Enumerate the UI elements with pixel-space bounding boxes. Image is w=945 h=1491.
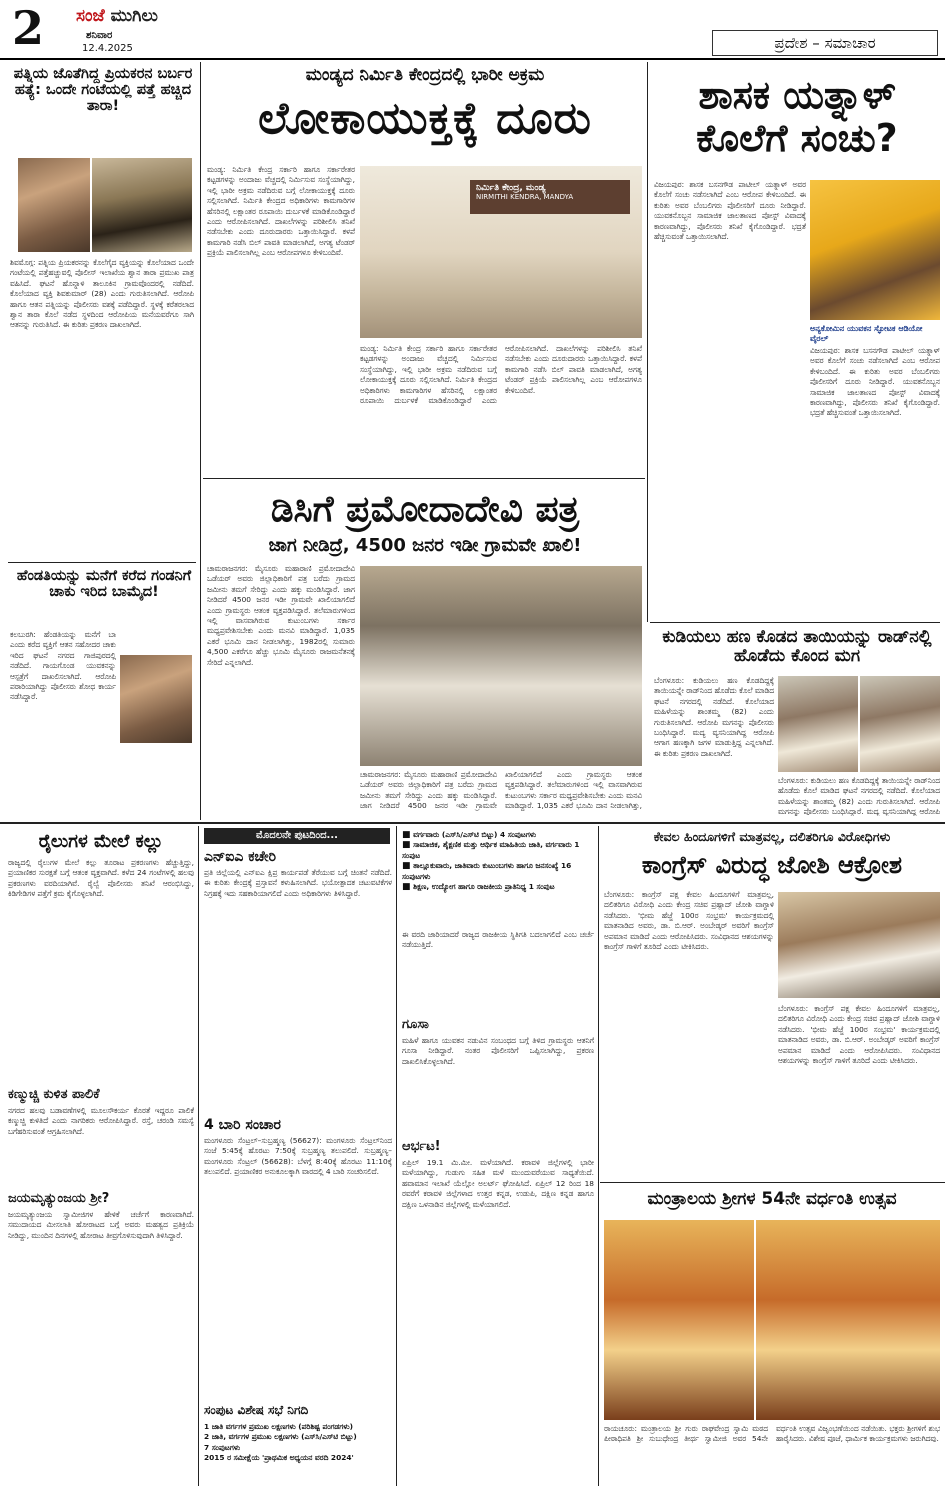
masthead-date: 12.4.2025 — [82, 43, 133, 54]
section-rule — [0, 822, 945, 824]
section-rule — [203, 478, 645, 479]
mantralaya-body: ರಾಯಚೂರು: ಮಂತ್ರಾಲಯ ಶ್ರೀ ಗುರು ರಾಘವೇಂದ್ರ ಸ್ವಾಮಿ ಮಠದ ಪೀಠಾಧಿಪತಿ ಶ್ರೀ ಸುಬುಧೇಂದ್ರ ತೀರ್ಥ ಸ್ವಾಮೀಜಿ ಅವರ 54ನೇ ವರ್ಧಂತಿ ಉತ್ಸವ ವಿಜೃಂಭಣೆಯಿಂದ ನಡೆಯಿತು. ಭಕ್ತರು ಶ್ರೀಗಳಿಗೆ ಶುಭ ಹಾರೈಸಿದರು. ವಿಶೇಷ ಪೂಜೆ, ಧಾರ್ಮಿಕ ಕಾರ್ಯಕ್ರಮಗಳು ಜರುಗಿದವು. — [604, 1424, 940, 1444]
logo-sub: ಮುಗಿಲು — [110, 6, 158, 26]
list-item: 2 ಜಾತಿ, ವರ್ಗಗಳ ಪ್ರಮುಖ ಲಕ್ಷಣಗಳು (ಎಸ್‌ಸಿ/ಎಸ್‌ಟಿ ಬಿಟ್ಟು) — [204, 1432, 357, 1442]
middle-subhead: 4 ಬಾರಿ ಸಂಚಾರ — [204, 1117, 281, 1133]
bullet-icon: ■ — [402, 882, 411, 893]
list-item — [402, 861, 594, 882]
swamiji-photo — [604, 1220, 754, 1420]
list-item-label: ಸಾಮಾಜಿಕ, ಶೈಕ್ಷಣಿಕ ಮತ್ತು ಆರ್ಥಿಕ ಮಾಹಿತಿಯ ಜಾತಿ, ವರ್ಗವಾರು 1 ಸಂಪುಟ — [402, 840, 580, 860]
list-item: 2015 ರ ಸಮೀಕ್ಷೆಯ 'ಪ್ರಾಥಮಿಕ ಅಧ್ಯಯನ ವರದಿ 2024' — [204, 1453, 354, 1463]
column-rule — [198, 826, 199, 1486]
story-divider — [8, 562, 196, 563]
story-headline[interactable]: ಹೆಂಡತಿಯನ್ನು ಮನೆಗೆ ಕರೆದ ಗಂಡನಿಗೆ ಚಾಕು ಇರಿದ ಬಾಮೈದ! — [16, 568, 192, 601]
list-item-label: ವರ್ಗವಾರು (ಎಸ್‌ಸಿ/ಎಸ್‌ಟಿ ಬಿಟ್ಟು) 4 ಸಂಪುಟಗಳು — [413, 830, 537, 839]
dc-headline[interactable]: ಡಿಸಿಗೆ ಪ್ರಮೋದಾದೇವಿ ಪತ್ರ — [270, 489, 580, 530]
lead-body: ಮಂಡ್ಯ: ನಿರ್ಮಿತಿ ಕೇಂದ್ರ ಸರ್ಕಾರಿ ಹಾಗೂ ಸರ್ಕಾರೇತರ ಕಟ್ಟಡಗಳನ್ನು ಅಂದಾಜು ವೆಚ್ಚದಲ್ಲಿ ನಿರ್ಮಿಸುವ ಸಂಸ್ಥೆಯಾಗಿದ್ದು, ಇಲ್ಲಿ ಭಾರೀ ಅಕ್ರಮ ನಡೆದಿರುವ ಬಗ್ಗೆ ಲೋಕಾಯುಕ್ತಕ್ಕೆ ದೂರು ಸಲ್ಲಿಸಲಾಗಿದೆ. ನಿರ್ಮಿತಿ ಕೇಂದ್ರದ ಅಧಿಕಾರಿಗಳು ಕಾಮಗಾರಿಗಳ ಹೆಸರಿನಲ್ಲಿ ಲಕ್ಷಾಂತರ ರೂಪಾಯಿ ದುರ್ಬಳಕೆ ಮಾಡಿಕೊಂಡಿದ್ದಾರೆ ಎಂದು ಆರೋಪಿಸಲಾಗಿದೆ. ದಾಖಲೆಗಳನ್ನು ಪರಿಶೀಲಿಸಿ ತನಿಖೆ ನಡೆಸಬೇಕು ಎಂದು ದೂರುದಾರರು ಒತ್ತಾಯಿಸಿದ್ದಾರೆ. ಕಳಪೆ ಕಾಮಗಾರಿ ನಡೆಸಿ ಬಿಲ್ ಪಾವತಿ ಮಾಡಲಾಗಿದೆ, ಅಗತ್ಯ ಟೆಂಡರ್ ಪ್ರಕ್ರಿಯೆ ಪಾಲಿಸಲಾಗಿಲ್ಲ ಎಂಬ ಆರೋಪಗಳೂ ಕೇಳಿಬಂದಿವೆ. — [207, 165, 355, 258]
list-item — [402, 840, 594, 861]
story-body: ಶಿವಮೊಗ್ಗ: ಪತ್ನಿಯ ಪ್ರಿಯಕರನನ್ನು ಕೊಲೆಗೈದ ವ್ಯಕ್ತಿಯನ್ನು ಕೊಲೆಯಾದ ಒಂದೇ ಗಂಟೆಯಲ್ಲಿ ಪತ್ತೆಹಚ್ಚುವಲ್ಲಿ ಪೊಲೀಸ್ ಇಲಾಖೆಯ ಶ್ವಾನ ತಾರಾ ಪ್ರಮುಖ ಪಾತ್ರ ವಹಿಸಿದೆ. ಘಟನೆ ಹೊನ್ನಾಳಿ ತಾಲೂಕಿನ ಗ್ರಾಮವೊಂದರಲ್ಲಿ ನಡೆದಿದೆ. ಕೊಲೆಯಾದ ವ್ಯಕ್ತಿ ಶಿವಕುಮಾರ್ (28) ಎಂದು ಗುರುತಿಸಲಾಗಿದೆ. ಆರೋಪಿ ಹಾಗೂ ಆತನ ಪತ್ನಿಯನ್ನು ಪೊಲೀಸರು ವಶಕ್ಕೆ ಪಡೆದಿದ್ದಾರೆ. ಸ್ಥಳಕ್ಕೆ ಕರೆತರಲಾದ ಶ್ವಾನ ತಾರಾ ಕೊಲೆ ನಡೆದ ಸ್ಥಳದಿಂದ ಆರೋಪಿಯ ಮನೆಯವರೆಗೂ ಸಾಗಿ ಆತನನ್ನು ಗುರುತಿಸಿದೆ. ಈ ಕುರಿತು ಪ್ರಕರಣ ದಾಖಲಾಗಿದೆ. — [10, 258, 194, 330]
rail-subhead: ಜಯಮೃತ್ಯುಂಜಯ ಶ್ರೀ? — [8, 1191, 110, 1206]
dc-subhead: ಜಾಗ ನೀಡಿದ್ರೆ, 4500 ಜನರ ಇಡೀ ಗ್ರಾಮವೇ ಖಾಲಿ! — [268, 535, 582, 556]
rail-body: ರಾಜ್ಯದಲ್ಲಿ ರೈಲುಗಳ ಮೇಲೆ ಕಲ್ಲು ತೂರಾಟ ಪ್ರಕರಣಗಳು ಹೆಚ್ಚುತ್ತಿದ್ದು, ಪ್ರಯಾಣಿಕರ ಸುರಕ್ಷತೆ ಬಗ್ಗೆ ಆತಂಕ ವ್ಯಕ್ತವಾಗಿದೆ. ಕಳೆದ 24 ಗಂಟೆಗಳಲ್ಲಿ ಹಲವು ಪ್ರಕರಣಗಳು ವರದಿಯಾಗಿವೆ. ರೈಲ್ವೆ ಪೊಲೀಸರು ತನಿಖೆ ಆರಂಭಿಸಿದ್ದು, ಕಿಡಿಗೇಡಿಗಳ ಪತ್ತೆಗೆ ಕ್ರಮ ಕೈಗೊಳ್ಳಲಾಗಿದೆ. — [8, 858, 194, 899]
list-item-label: ಶಿಕ್ಷಣ, ಉದ್ಯೋಗ ಹಾಗೂ ರಾಜಕೀಯ ಪ್ರಾತಿನಿಧ್ಯ 1 ಸಂಪುಟ — [413, 882, 555, 892]
mother-photo — [860, 676, 940, 772]
sign-text-en: NIRMITHI KENDRA, MANDYA — [476, 193, 574, 201]
joshi-headline[interactable]: ಕಾಂಗ್ರೆಸ್ ವಿರುದ್ಧ ಜೋಶಿ ಆಕ್ರೋಶ — [641, 851, 903, 879]
report-body: ಈ ವರದಿ ಜಾರಿಯಾದರೆ ರಾಜ್ಯದ ರಾಜಕೀಯ ಸ್ಥಿತಿಗತಿ ಬದಲಾಗಲಿದೆ ಎಂಬ ಚರ್ಚೆ ನಡೆಯುತ್ತಿದೆ. — [402, 930, 594, 950]
building-sign — [470, 180, 630, 214]
section-label: ಪ್ರದೇಶ – ಸಮಾಚಾರ — [712, 30, 938, 56]
son-photo — [778, 676, 858, 772]
bullet-icon: ■ — [402, 861, 411, 872]
list-item — [402, 882, 594, 892]
villagers-photo — [360, 566, 642, 766]
rail-headline[interactable]: ರೈಲುಗಳ ಮೇಲೆ ಕಲ್ಲು — [38, 831, 164, 852]
sign-text: ನಿರ್ಮಿತಿ ಕೇಂದ್ರ, ಮಂಡ್ಯ — [476, 183, 546, 193]
yatnal-body-continued: ವಿಜಯಪುರ: ಶಾಸಕ ಬಸನಗೌಡ ಪಾಟೀಲ್ ಯತ್ನಾಳ್ ಅವರ ಕೊಲೆಗೆ ಸಂಚು ನಡೆಸಲಾಗಿದೆ ಎಂಬ ಆರೋಪ ಕೇಳಿಬಂದಿದೆ. ಈ ಕುರಿತು ಅವರ ಬೆಂಬಲಿಗರು ಪೊಲೀಸರಿಗೆ ದೂರು ನೀಡಿದ್ದಾರೆ. ಯುವಕನೊಬ್ಬನ ಸಾಮಾಜಿಕ ಜಾಲತಾಣದ ಪೋಸ್ಟ್ ವಿವಾದಕ್ಕೆ ಕಾರಣವಾಗಿದ್ದು, ಪೊಲೀಸರು ತನಿಖೆ ಕೈಗೊಂಡಿದ್ದಾರೆ. ಭದ್ರತೆ ಹೆಚ್ಚಿಸುವಂತೆ ಒತ್ತಾಯಿಸಲಾಗಿದೆ. — [810, 346, 940, 418]
column-rule — [598, 826, 599, 1486]
mother-body: ಬೆಂಗಳೂರು: ಕುಡಿಯಲು ಹಣ ಕೊಡದಿದ್ದಕ್ಕೆ ತಾಯಿಯನ್ನೇ ರಾಡ್‌ನಿಂದ ಹೊಡೆದು ಕೊಲೆ ಮಾಡಿದ ಘಟನೆ ನಗರದಲ್ಲಿ ನಡೆದಿದೆ. ಕೊಲೆಯಾದ ಮಹಿಳೆಯನ್ನು ಶಾಂತಮ್ಮ (82) ಎಂದು ಗುರುತಿಸಲಾಗಿದೆ. ಆರೋಪಿ ಮಗನನ್ನು ಪೊಲೀಸರು ಬಂಧಿಸಿದ್ದಾರೆ. ಮದ್ಯ ವ್ಯಸನಿಯಾಗಿದ್ದ ಆರೋಪಿ ಆಗಾಗ ಹಣಕ್ಕಾಗಿ ಜಗಳ ಮಾಡುತ್ತಿದ್ದ ಎನ್ನಲಾಗಿದೆ. ಈ ಕುರಿತು ಪ್ರಕರಣ ದಾಖಲಾಗಿದೆ. — [654, 676, 774, 758]
vardhanti-celebration-photo — [756, 1220, 940, 1420]
section-rule — [600, 1182, 945, 1183]
rail-sub-body: ನಗರದ ಹಲವು ಬಡಾವಣೆಗಳಲ್ಲಿ ಮೂಲಸೌಕರ್ಯ ಕೊರತೆ ಇದ್ದರೂ ಪಾಲಿಕೆ ಕಣ್ಮುಚ್ಚಿ ಕುಳಿತಿದೆ ಎಂದು ನಾಗರಿಕರು ಆರೋಪಿಸಿದ್ದಾರೆ. ರಸ್ತೆ, ಚರಂಡಿ ಸಮಸ್ಯೆ ಬಗೆಹರಿಸುವಂತೆ ಆಗ್ರಹಿಸಲಾಗಿದೆ. — [8, 1106, 194, 1136]
cabinet-list — [204, 1422, 392, 1464]
middle-subhead: ಸಂಪುಟ ವಿಶೇಷ ಸಭೆ ನಿಗದಿ — [204, 1403, 309, 1417]
joshi-body: ಬೆಂಗಳೂರು: ಕಾಂಗ್ರೆಸ್ ಪಕ್ಷ ಕೇವಲ ಹಿಂದೂಗಳಿಗೆ ಮಾತ್ರವಲ್ಲ, ದಲಿತರಿಗೂ ವಿರೋಧಿ ಎಂದು ಕೇಂದ್ರ ಸಚಿವ ಪ್ರಹ್ಲಾದ್ ಜೋಶಿ ವಾಗ್ದಾಳಿ ನಡೆಸಿದರು. 'ಭೀಮ ಹೆಜ್ಜೆ 100ರ ಸಂಭ್ರಮ' ಕಾರ್ಯಕ್ರಮದಲ್ಲಿ ಮಾತನಾಡಿದ ಅವರು, ಡಾ. ಬಿ.ಆರ್. ಅಂಬೇಡ್ಕರ್ ಅವರಿಗೆ ಕಾಂಗ್ರೆಸ್ ಅಪಮಾನ ಮಾಡಿದೆ ಎಂದು ಆರೋಪಿಸಿದರು. ಸಂವಿಧಾನದ ಆಶಯಗಳನ್ನು ಕಾಂಗ್ರೆಸ್ ಗಾಳಿಗೆ ತೂರಿದೆ ಎಂದು ಟೀಕಿಸಿದರು. — [604, 890, 774, 952]
middle-subhead: ಎನ್‌ಐಎ ಕಚೇರಿ — [204, 849, 277, 865]
continued-band: ಮೊದಲನೇ ಪುಟದಿಂದ... — [204, 828, 390, 844]
list-item — [402, 830, 594, 840]
mantralaya-headline[interactable]: ಮಂತ್ರಾಲಯ ಶ್ರೀಗಳ 54ನೇ ವರ್ಧಂತಿ ಉತ್ಸವ — [647, 1189, 897, 1209]
bullet-icon: ■ — [402, 840, 411, 851]
joshi-kicker: ಕೇವಲ ಹಿಂದೂಗಳಿಗೆ ಮಾತ್ರವಲ್ಲ, ದಲಿತರಿಗೂ ವಿರೋಧಿಗಳು — [653, 829, 891, 844]
joshi-body-continued: ಬೆಂಗಳೂರು: ಕಾಂಗ್ರೆಸ್ ಪಕ್ಷ ಕೇವಲ ಹಿಂದೂಗಳಿಗೆ ಮಾತ್ರವಲ್ಲ, ದಲಿತರಿಗೂ ವಿರೋಧಿ ಎಂದು ಕೇಂದ್ರ ಸಚಿವ ಪ್ರಹ್ಲಾದ್ ಜೋಶಿ ವಾಗ್ದಾಳಿ ನಡೆಸಿದರು. 'ಭೀಮ ಹೆಜ್ಜೆ 100ರ ಸಂಭ್ರಮ' ಕಾರ್ಯಕ್ರಮದಲ್ಲಿ ಮಾತನಾಡಿದ ಅವರು, ಡಾ. ಬಿ.ಆರ್. ಅಂಬೇಡ್ಕರ್ ಅವರಿಗೆ ಕಾಂಗ್ರೆಸ್ ಅಪಮಾನ ಮಾಡಿದೆ ಎಂದು ಆರೋಪಿಸಿದರು. ಸಂವಿಧಾನದ ಆಶಯಗಳನ್ನು ಕಾಂಗ್ರೆಸ್ ಗಾಳಿಗೆ ತೂರಿದೆ ಎಂದು ಟೀಕಿಸಿದರು. — [778, 1004, 940, 1066]
rail-subhead: ಕಣ್ಮುಚ್ಚಿ ಕುಳಿತ ಪಾಲಿಕೆ — [8, 1087, 100, 1102]
lead-headline[interactable]: ಲೋಕಾಯುಕ್ತಕ್ಕೆ ದೂರು — [258, 93, 592, 144]
mla-photo — [810, 180, 940, 320]
section-rule — [650, 622, 940, 623]
nirmithi-kendra-photo — [360, 166, 642, 338]
masthead-day: ಶನಿವಾರ — [86, 30, 113, 41]
photo-caption: ಅನ್ಯಕೋಮಿನ ಯುವಕನ ಸ್ಫೋಟಕ ಆಡಿಯೋ ವೈರಲ್ — [810, 324, 923, 343]
story-headline[interactable]: ಪತ್ನಿಯ ಜೊತೆಗಿದ್ದ ಪ್ರಿಯಕರನ ಬರ್ಬರ ಹತ್ಯೆ: ಒಂದೇ ಗಂಟೆಯಲ್ಲಿ ಪತ್ತೆ ಹಚ್ಚಿದ ತಾರಾ! — [13, 66, 193, 115]
police-dog-photo — [92, 158, 192, 252]
middle-body: ಪ್ರತಿ ಜಿಲ್ಲೆಯಲ್ಲಿ ಎನ್‌ಐಎ ಕ್ಷಿಪ್ರ ಕಾರ್ಯಪಡೆ ತೆರೆಯುವ ಬಗ್ಗೆ ಚಿಂತನೆ ನಡೆದಿದೆ. ಈ ಕುರಿತು ಕೇಂದ್ರಕ್ಕೆ ಪ್ರಸ್ತಾವನೆ ಕಳುಹಿಸಲಾಗಿದೆ. ಭಯೋತ್ಪಾದಕ ಚಟುವಟಿಕೆಗಳ ನಿಗ್ರಹಕ್ಕೆ ಇದು ಸಹಕಾರಿಯಾಗಲಿದೆ ಎಂದು ಅಧಿಕಾರಿಗಳು ತಿಳಿಸಿದ್ದಾರೆ. — [204, 868, 392, 898]
masthead-rule — [0, 58, 945, 60]
dc-body-continued: ಚಾಮರಾಜನಗರ: ಮೈಸೂರು ಮಹಾರಾಣಿ ಪ್ರಮೋದಾದೇವಿ ಒಡೆಯರ್ ಅವರು ಜಿಲ್ಲಾಧಿಕಾರಿಗೆ ಪತ್ರ ಬರೆದು ಗ್ರಾಮದ ಜಮೀನು ತಮಗೆ ಸೇರಿದ್ದು ಎಂದು ಹಕ್ಕು ಮಂಡಿಸಿದ್ದಾರೆ. ಜಾಗ ನೀಡಿದರೆ 4500 ಜನರ ಇಡೀ ಗ್ರಾಮವೇ ಖಾಲಿಯಾಗಲಿದೆ ಎಂದು ಗ್ರಾಮಸ್ಥರು ಆತಂಕ ವ್ಯಕ್ತಪಡಿಸಿದ್ದಾರೆ. ತಲೆಮಾರುಗಳಿಂದ ಇಲ್ಲಿ ವಾಸವಾಗಿರುವ ಕುಟುಂಬಗಳು ಸರ್ಕಾರ ಮಧ್ಯಪ್ರವೇಶಿಸಬೇಕು ಎಂದು ಮನವಿ ಮಾಡಿದ್ದಾರೆ. 1,035 ಎಕರೆ ಭೂಮಿ ದಾನ ನೀಡಲಾಗಿತ್ತು, — [360, 770, 642, 811]
middle-right-subhead: ಆರ್ಭಟ! — [402, 1139, 441, 1154]
joshi-event-photo — [778, 892, 940, 998]
middle-right-subhead: ಗೂಸಾ — [402, 1017, 429, 1032]
lead-body-continued: ಮಂಡ್ಯ: ನಿರ್ಮಿತಿ ಕೇಂದ್ರ ಸರ್ಕಾರಿ ಹಾಗೂ ಸರ್ಕಾರೇತರ ಕಟ್ಟಡಗಳನ್ನು ಅಂದಾಜು ವೆಚ್ಚದಲ್ಲಿ ನಿರ್ಮಿಸುವ ಸಂಸ್ಥೆಯಾಗಿದ್ದು, ಇಲ್ಲಿ ಭಾರೀ ಅಕ್ರಮ ನಡೆದಿರುವ ಬಗ್ಗೆ ಲೋಕಾಯುಕ್ತಕ್ಕೆ ದೂರು ಸಲ್ಲಿಸಲಾಗಿದೆ. ನಿರ್ಮಿತಿ ಕೇಂದ್ರದ ಅಧಿಕಾರಿಗಳು ಕಾಮಗಾರಿಗಳ ಹೆಸರಿನಲ್ಲಿ ಲಕ್ಷಾಂತರ ರೂಪಾಯಿ ದುರ್ಬಳಕೆ ಮಾಡಿಕೊಂಡಿದ್ದಾರೆ ಎಂದು ಆರೋಪಿಸಲಾಗಿದೆ. ದಾಖಲೆಗಳನ್ನು ಪರಿಶೀಲಿಸಿ ತನಿಖೆ ನಡೆಸಬೇಕು ಎಂದು ದೂರುದಾರರು ಒತ್ತಾಯಿಸಿದ್ದಾರೆ. ಕಳಪೆ ಕಾಮಗಾರಿ ನಡೆಸಿ ಬಿಲ್ ಪಾವತಿ ಮಾಡಲಾಗಿದೆ, ಅಗತ್ಯ ಟೆಂಡರ್ ಪ್ರಕ್ರಿಯೆ ಪಾಲಿಸಲಾಗಿಲ್ಲ ಎಂಬ ಆರೋಪಗಳೂ ಕೇಳಿಬಂದಿವೆ. — [360, 344, 642, 406]
yatnal-headline[interactable]: ಶಾಸಕ ಯತ್ನಾಳ್ ಕೊಲೆಗೆ ಸಂಚು? — [696, 73, 898, 160]
report-list — [402, 830, 594, 892]
yatnal-body: ವಿಜಯಪುರ: ಶಾಸಕ ಬಸನಗೌಡ ಪಾಟೀಲ್ ಯತ್ನಾಳ್ ಅವರ ಕೊಲೆಗೆ ಸಂಚು ನಡೆಸಲಾಗಿದೆ ಎಂಬ ಆರೋಪ ಕೇಳಿಬಂದಿದೆ. ಈ ಕುರಿತು ಅವರ ಬೆಂಬಲಿಗರು ಪೊಲೀಸರಿಗೆ ದೂರು ನೀಡಿದ್ದಾರೆ. ಯುವಕನೊಬ್ಬನ ಸಾಮಾಜಿಕ ಜಾಲತಾಣದ ಪೋಸ್ಟ್ ವಿವಾದಕ್ಕೆ ಕಾರಣವಾಗಿದ್ದು, ಪೊಲೀಸರು ತನಿಖೆ ಕೈಗೊಂಡಿದ್ದಾರೆ. ಭದ್ರತೆ ಹೆಚ್ಚಿಸುವಂತೆ ಒತ್ತಾಯಿಸಲಾಗಿದೆ. — [654, 180, 806, 242]
dc-body: ಚಾಮರಾಜನಗರ: ಮೈಸೂರು ಮಹಾರಾಣಿ ಪ್ರಮೋದಾದೇವಿ ಒಡೆಯರ್ ಅವರು ಜಿಲ್ಲಾಧಿಕಾರಿಗೆ ಪತ್ರ ಬರೆದು ಗ್ರಾಮದ ಜಮೀನು ತಮಗೆ ಸೇರಿದ್ದು ಎಂದು ಹಕ್ಕು ಮಂಡಿಸಿದ್ದಾರೆ. ಜಾಗ ನೀಡಿದರೆ 4500 ಜನರ ಇಡೀ ಗ್ರಾಮವೇ ಖಾಲಿಯಾಗಲಿದೆ ಎಂದು ಗ್ರಾಮಸ್ಥರು ಆತಂಕ ವ್ಯಕ್ತಪಡಿಸಿದ್ದಾರೆ. ತಲೆಮಾರುಗಳಿಂದ ಇಲ್ಲಿ ವಾಸವಾಗಿರುವ ಕುಟುಂಬಗಳು ಸರ್ಕಾರ ಮಧ್ಯಪ್ರವೇಶಿಸಬೇಕು ಎಂದು ಮನವಿ ಮಾಡಿದ್ದಾರೆ. 1,035 ಎಕರೆ ಭೂಮಿ ದಾನ ನೀಡಲಾಗಿತ್ತು, 1982ರಲ್ಲಿ ಸುಮಾರು 4,500 ಎಕರೆಗೂ ಹೆಚ್ಚು ಭೂಮಿ ಮೈಸೂರು ರಾಜಮನೆತನಕ್ಕೆ ಸೇರಿದೆ ಎನ್ನಲಾಗಿದೆ. — [207, 564, 355, 667]
list-item: 7 ಸಂಪುಟಗಳು — [204, 1442, 241, 1452]
mother-body-continued: ಬೆಂಗಳೂರು: ಕುಡಿಯಲು ಹಣ ಕೊಡದಿದ್ದಕ್ಕೆ ತಾಯಿಯನ್ನೇ ರಾಡ್‌ನಿಂದ ಹೊಡೆದು ಕೊಲೆ ಮಾಡಿದ ಘಟನೆ ನಗರದಲ್ಲಿ ನಡೆದಿದೆ. ಕೊಲೆಯಾದ ಮಹಿಳೆಯನ್ನು ಶಾಂತಮ್ಮ (82) ಎಂದು ಗುರುತಿಸಲಾಗಿದೆ. ಆರೋಪಿ ಮಗನನ್ನು ಪೊಲೀಸರು ಬಂಧಿಸಿದ್ದಾರೆ. ಮದ್ಯ ವ್ಯಸನಿಯಾಗಿದ್ದ ಆರೋಪಿ — [778, 776, 940, 816]
logo-main: ಸಂಜೆ — [76, 6, 105, 26]
page-number: 2 — [12, 1, 45, 55]
column-rule — [647, 62, 648, 622]
story-body: ಕಲಬುರಗಿ: ಹೆಂಡತಿಯನ್ನು ಮನೆಗೆ ಬಾ ಎಂದು ಕರೆದ ವ್ಯಕ್ತಿಗೆ ಆತನ ಸಹೋದರ ಚಾಕು ಇರಿದ ಘಟನೆ ನಗರದ ಗಾಜಿಪುರದಲ್ಲಿ ನಡೆದಿದೆ. ಗಾಯಗೊಂಡ ಯುವಕನನ್ನು ಆಸ್ಪತ್ರೆಗೆ ದಾಖಲಿಸಲಾಗಿದೆ. ಆರೋಪಿ ಪರಾರಿಯಾಗಿದ್ದು ಪೊಲೀಸರು ಶೋಧ ಕಾರ್ಯ ನಡೆಸಿದ್ದಾರೆ. — [10, 630, 116, 702]
accused-photo — [120, 655, 192, 743]
list-item: 1 ಜಾತಿ ವರ್ಗಗಳ ಪ್ರಮುಖ ಲಕ್ಷಣಗಳು (ಪರಿಶಿಷ್ಟ ಪಂಗಡಗಳು) — [204, 1422, 353, 1431]
mother-headline[interactable]: ಕುಡಿಯಲು ಹಣ ಕೊಡದ ತಾಯಿಯನ್ನು ರಾಡ್‌ನಲ್ಲಿ ಹೊಡೆದು ಕೊಂದ ಮಗ — [662, 627, 932, 667]
column-rule — [396, 826, 397, 1486]
suspect-photo — [18, 158, 90, 252]
bullet-icon: ■ — [402, 830, 411, 840]
middle-body: ಮಂಗಳೂರು ಸೆಂಟ್ರಲ್–ಸುಬ್ರಹ್ಮಣ್ಯ (56627): ಮಂಗಳೂರು ಸೆಂಟ್ರಲ್‌ನಿಂದ ಸಂಜೆ 5:45ಕ್ಕೆ ಹೊರಟು 7:50ಕ್ಕೆ ಸುಬ್ರಹ್ಮಣ್ಯ ತಲುಪಲಿದೆ. ಸುಬ್ರಹ್ಮಣ್ಯ–ಮಂಗಳೂರು ಸೆಂಟ್ರಲ್ (56628): ಬೆಳಗ್ಗೆ 8:40ಕ್ಕೆ ಹೊರಟು 11:10ಕ್ಕೆ ತಲುಪಲಿದೆ. ಪ್ರಯಾಣಿಕರ ಅನುಕೂಲಕ್ಕಾಗಿ ವಾರದಲ್ಲಿ 4 ಬಾರಿ ಸಂಚರಿಸಲಿದೆ. — [204, 1136, 392, 1177]
list-item-label: ತಾಲ್ಲೂಕುವಾರು, ಜಾತಿವಾರು ಕುಟುಂಬಗಳು ಹಾಗೂ ಜನಸಂಖ್ಯೆ 16 ಸಂಪುಟಗಳು — [402, 861, 572, 881]
newspaper-logo — [76, 6, 158, 26]
rail-sub-body: ಜಯಮೃತ್ಯುಂಜಯ ಸ್ವಾಮೀಜಿಗಳ ಹೇಳಿಕೆ ಚರ್ಚೆಗೆ ಕಾರಣವಾಗಿದೆ. ಸಮುದಾಯದ ಮೀಸಲಾತಿ ಹೋರಾಟದ ಬಗ್ಗೆ ಅವರು ಮಹತ್ವದ ಪ್ರತಿಕ್ರಿಯೆ ನೀಡಿದ್ದು, ಮುಂದಿನ ದಿನಗಳಲ್ಲಿ ಹೋರಾಟ ತೀವ್ರಗೊಳಿಸುವುದಾಗಿ ತಿಳಿಸಿದ್ದಾರೆ. — [8, 1210, 194, 1240]
lead-kicker: ಮಂಡ್ಯದ ನಿರ್ಮಿತಿ ಕೇಂದ್ರದಲ್ಲಿ ಭಾರೀ ಅಕ್ರಮ — [305, 65, 545, 85]
middle-right-body: ಮಹಿಳೆ ಹಾಗೂ ಯುವಕನ ನಡುವಿನ ಸಂಬಂಧದ ಬಗ್ಗೆ ತಿಳಿದ ಗ್ರಾಮಸ್ಥರು ಆತನಿಗೆ ಗೂಸಾ ನೀಡಿದ್ದಾರೆ. ನಂತರ ಪೊಲೀಸರಿಗೆ ಒಪ್ಪಿಸಲಾಗಿದ್ದು, ಪ್ರಕರಣ ದಾಖಲಿಸಿಕೊಳ್ಳಲಾಗಿದೆ. — [402, 1036, 594, 1066]
middle-right-body: ಏಪ್ರಿಲ್ 19.1 ಮಿ.ಮೀ. ಮಳೆಯಾಗಿದೆ. ಕರಾವಳಿ ಜಿಲ್ಲೆಗಳಲ್ಲಿ ಭಾರೀ ಮಳೆಯಾಗಿದ್ದು, ಗುಡುಗು ಸಹಿತ ಮಳೆ ಮುಂದುವರೆಯುವ ಸಾಧ್ಯತೆಯಿದೆ. ಹವಾಮಾನ ಇಲಾಖೆ ಯೆಲ್ಲೋ ಅಲರ್ಟ್ ಘೋಷಿಸಿದೆ. ಏಪ್ರಿಲ್ 12 ರಿಂದ 18 ರವರೆಗೆ ಕರಾವಳಿ ಜಿಲ್ಲೆಗಳಾದ ಉತ್ತರ ಕನ್ನಡ, ಉಡುಪಿ, ದಕ್ಷಿಣ ಕನ್ನಡ ಹಾಗೂ ದಕ್ಷಿಣ ಒಳನಾಡಿನ ಜಿಲ್ಲೆಗಳಲ್ಲಿ ಮಳೆಯಾಗಲಿದೆ. — [402, 1158, 594, 1209]
column-rule — [200, 62, 201, 820]
